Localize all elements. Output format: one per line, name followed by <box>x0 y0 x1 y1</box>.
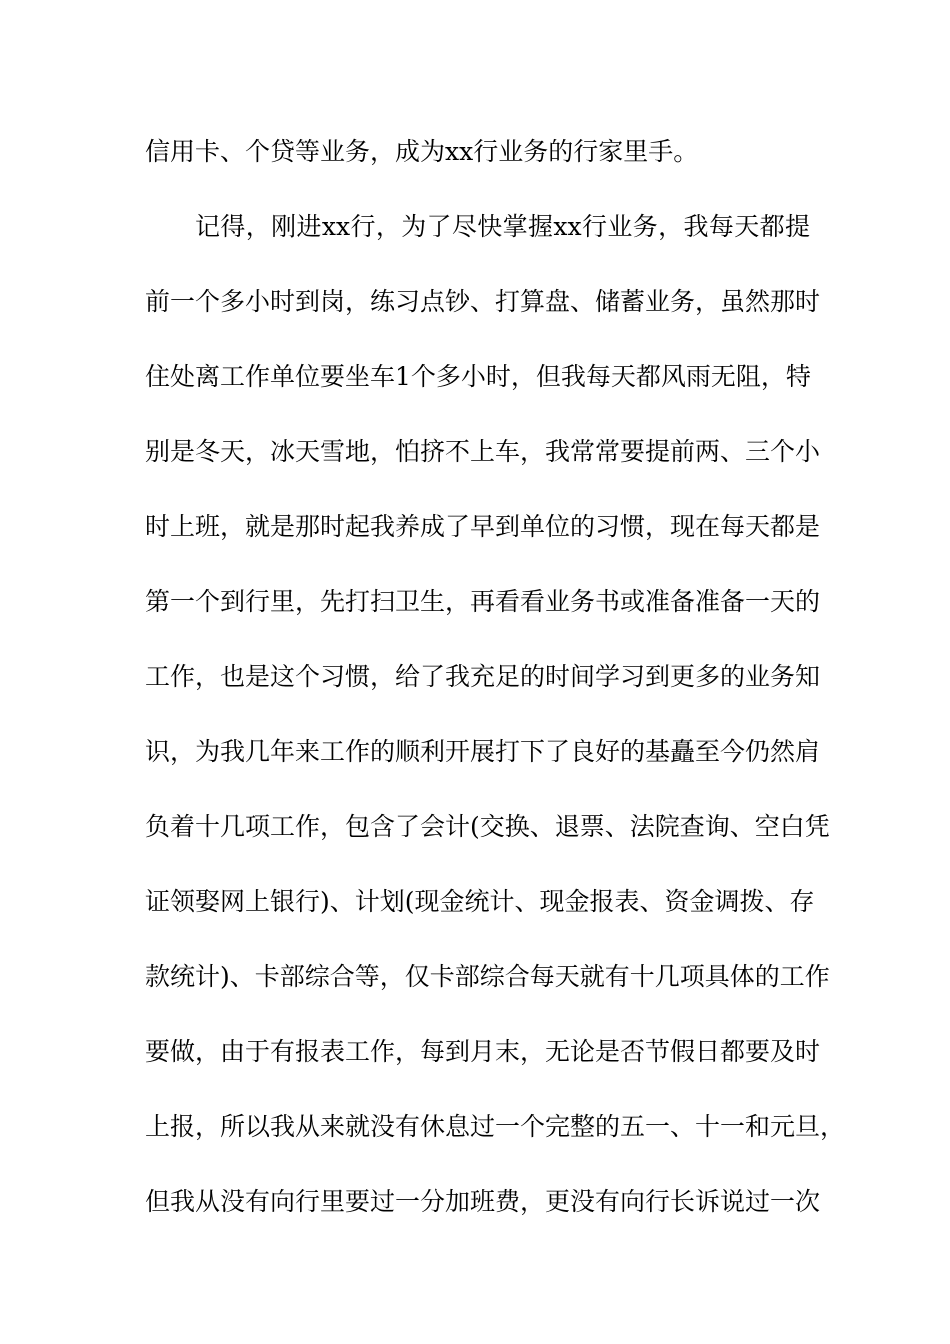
text-line: 上报，所以我从来就没有休息过一个完整的五一、十一和元旦， <box>145 1112 846 1141</box>
text-line: 住处离工作单位要坐车1个多小时，但我每天都风雨无阻，特 <box>145 362 811 391</box>
text-line: 要做，由于有报表工作，每到月末，无论是否节假日都要及时 <box>145 1037 821 1066</box>
text-line: 证领娶网上银行)、计划(现金统计、现金报表、资金调拨、存 <box>145 887 815 916</box>
text-line: 时上班，就是那时起我养成了早到单位的习惯，现在每天都是 <box>145 512 821 541</box>
text-line: 别是冬天，冰天雪地，怕挤不上车，我常常要提前两、三个小 <box>145 437 821 466</box>
text-line: 第一个到行里，先打扫卫生，再看看业务书或准备准备一天的 <box>145 587 821 616</box>
text-line: 前一个多小时到岗，练习点钞、打算盘、储蓄业务，虽然那时 <box>145 287 821 316</box>
text-line: 工作，也是这个习惯，给了我充足的时间学习到更多的业务知 <box>145 662 821 691</box>
text-line: 款统计)、卡部综合等，仅卡部综合每天就有十几项具体的工作 <box>145 962 830 991</box>
text-line: 信用卡、个贷等业务，成为xx行业务的行家里手。 <box>145 137 699 166</box>
text-line: 但我从没有向行里要过一分加班费，更没有向行长诉说过一次 <box>145 1187 821 1216</box>
text-line: 记得，刚进xx行，为了尽快掌握xx行业务，我每天都提 <box>195 212 810 241</box>
text-line: 负着十几项工作，包含了会计(交换、退票、法院查询、空白凭 <box>145 812 830 841</box>
text-line: 识，为我几年来工作的顺利开展打下了良好的基矗至今仍然肩 <box>145 737 821 766</box>
